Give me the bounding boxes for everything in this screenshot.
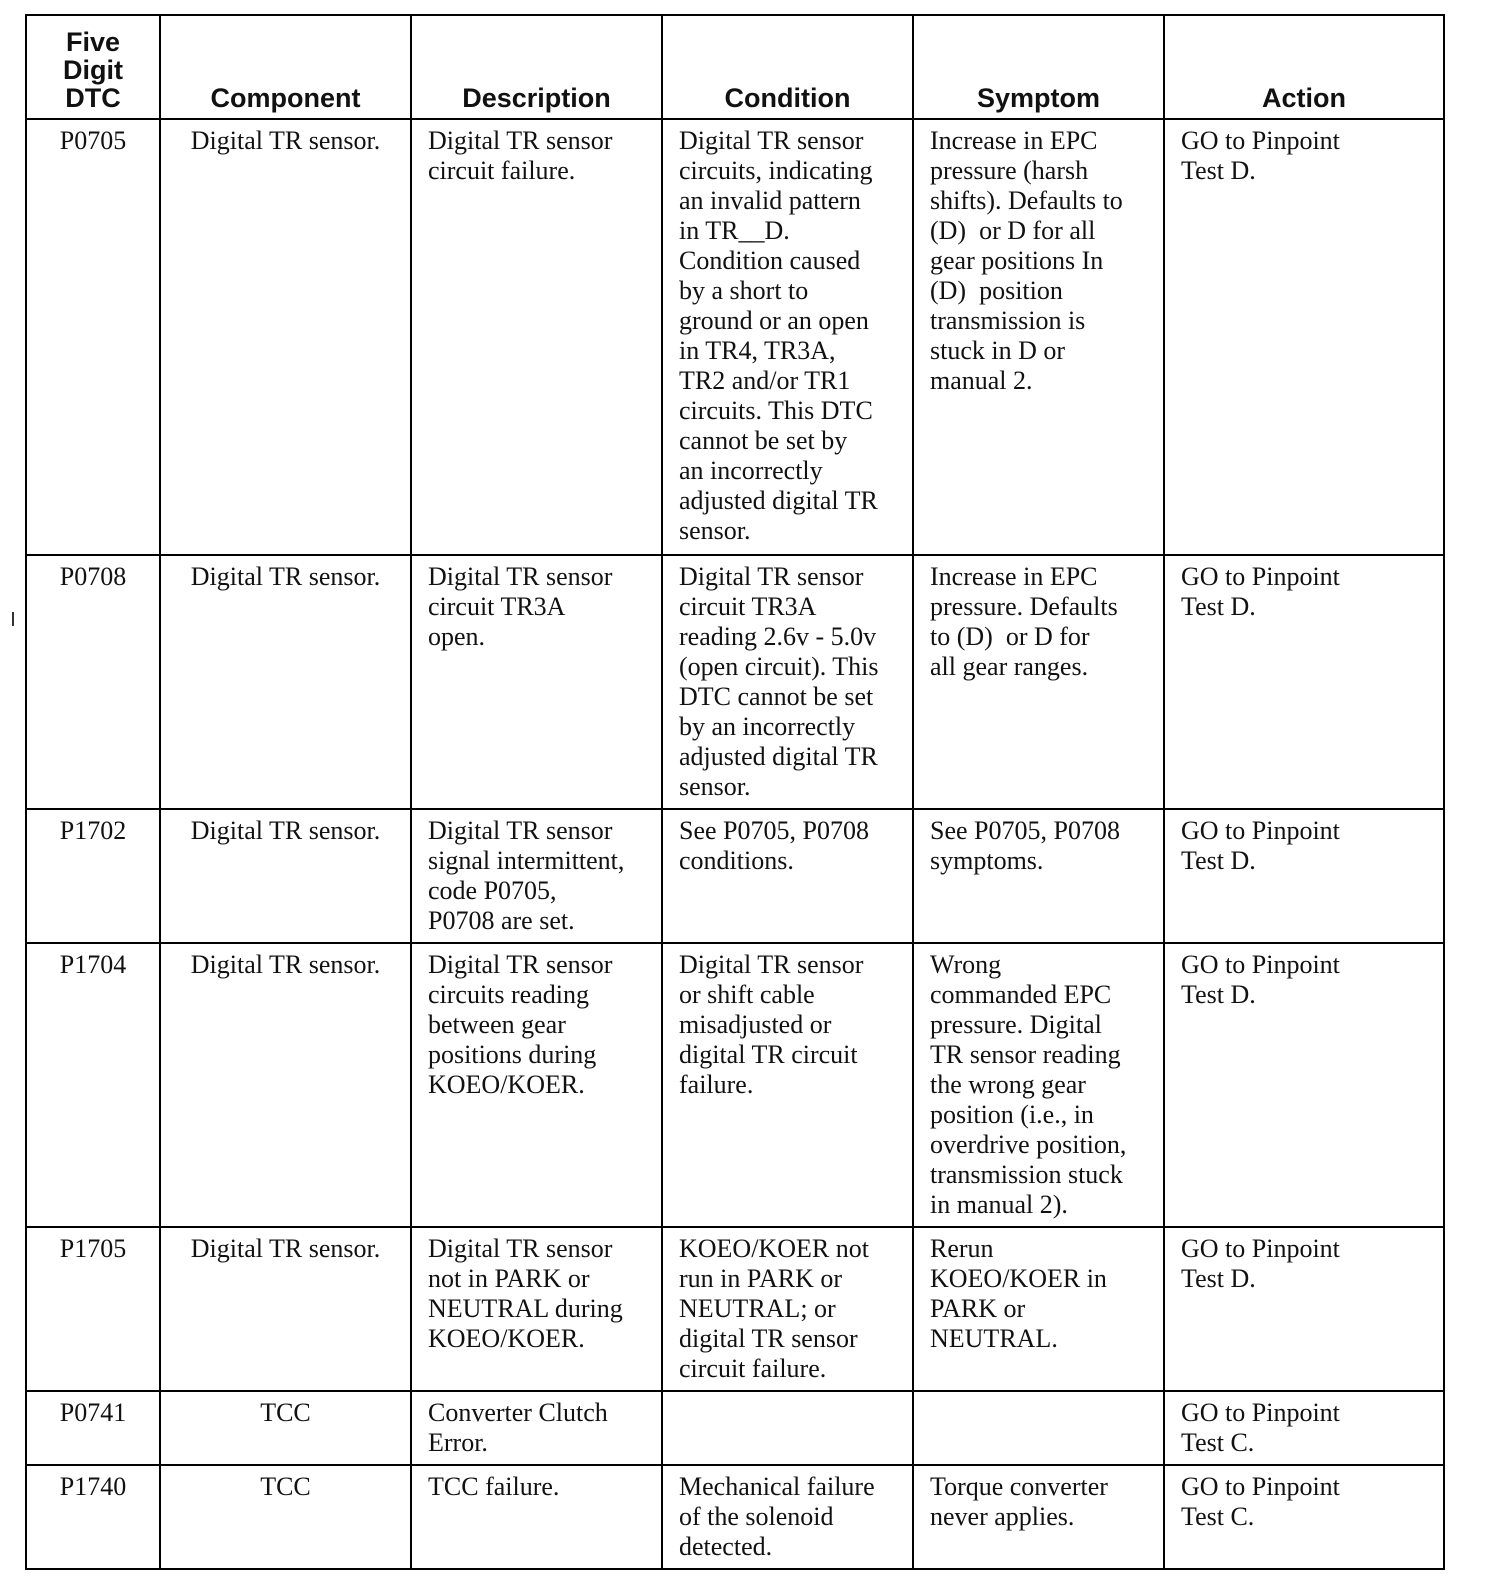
table-row (26, 809, 1444, 943)
dtc-code-cell: P0741 (26, 1391, 160, 1465)
symptom-cell: Rerun KOEO/KOER in PARK or NEUTRAL. (913, 1227, 1164, 1391)
symptom-cell: Increase in EPC pressure. Defaults to (D) or D for all gear ranges. (913, 555, 1164, 809)
dtc-code-cell: P1740 (26, 1465, 160, 1569)
action-cell: GO to Pinpoint Test D. (1164, 809, 1444, 943)
component-cell: TCC (160, 1465, 411, 1569)
table-row (26, 1227, 1444, 1391)
component-cell: Digital TR sensor. (160, 943, 411, 1227)
condition-cell: Digital TR sensor or shift cable misadjusted or digital TR circuit failure. (662, 943, 913, 1227)
condition-cell: Digital TR sensor circuit TR3A reading 2.6v - 5.0v (open circuit). This DTC cannot be set by an incorrectly adjusted digital TR sensor. (662, 555, 913, 809)
symptom-cell (913, 1391, 1164, 1465)
symptom-cell: See P0705, P0708 symptoms. (913, 809, 1164, 943)
description-cell: Digital TR sensor circuit failure. (411, 119, 662, 555)
action-cell: GO to Pinpoint Test C. (1164, 1391, 1444, 1465)
component-cell: Digital TR sensor. (160, 555, 411, 809)
action-cell: GO to Pinpoint Test C. (1164, 1465, 1444, 1569)
symptom-cell: Torque converter never applies. (913, 1465, 1164, 1569)
symptom-cell: Increase in EPC pressure (harsh shifts). Defaults to (D) or D for all gear positions In (D) position transmission is stuck in D or manual 2. (913, 119, 1164, 555)
table-header-row (26, 15, 1444, 119)
component-cell: TCC (160, 1391, 411, 1465)
description-cell: Digital TR sensor signal intermittent, code P0705, P0708 are set. (411, 809, 662, 943)
dtc-code-cell: P1702 (26, 809, 160, 943)
condition-cell: Mechanical failure of the solenoid detected. (662, 1465, 913, 1569)
table-row (26, 119, 1444, 555)
description-cell: Digital TR sensor circuit TR3A open. (411, 555, 662, 809)
component-cell: Digital TR sensor. (160, 119, 411, 555)
table-row (26, 555, 1444, 809)
header-symptom: Symptom (913, 15, 1164, 119)
condition-cell (662, 1391, 913, 1465)
dtc-code-cell: P1705 (26, 1227, 160, 1391)
description-cell: Digital TR sensor circuits reading between gear positions during KOEO/KOER. (411, 943, 662, 1227)
condition-cell: See P0705, P0708 conditions. (662, 809, 913, 943)
dtc-code-cell: P0708 (26, 555, 160, 809)
table-row (26, 943, 1444, 1227)
header-condition: Condition (662, 15, 913, 119)
component-cell: Digital TR sensor. (160, 809, 411, 943)
description-cell: Digital TR sensor not in PARK or NEUTRAL during KOEO/KOER. (411, 1227, 662, 1391)
condition-cell: KOEO/KOER not run in PARK or NEUTRAL; or digital TR sensor circuit failure. (662, 1227, 913, 1391)
header-action: Action (1164, 15, 1444, 119)
description-cell: TCC failure. (411, 1465, 662, 1569)
description-cell: Converter Clutch Error. (411, 1391, 662, 1465)
scan-mark (12, 612, 14, 626)
table-row (26, 1391, 1444, 1465)
header-component: Component (160, 15, 411, 119)
symptom-cell: Wrong commanded EPC pressure. Digital TR sensor reading the wrong gear position (i.e., in overdrive position, transmission stuck in manual 2). (913, 943, 1164, 1227)
condition-cell: Digital TR sensor circuits, indicating an invalid pattern in TR__D. Condition caused by a short to ground or an open in TR4, TR3A, TR2 and/or TR1 circuits. This DTC cannot be set by an incorrectly adjusted digital TR sensor. (662, 119, 913, 555)
dtc-code-cell: P1704 (26, 943, 160, 1227)
table-row (26, 1465, 1444, 1569)
action-cell: GO to Pinpoint Test D. (1164, 1227, 1444, 1391)
dtc-table (25, 14, 1445, 1570)
component-cell: Digital TR sensor. (160, 1227, 411, 1391)
action-cell: GO to Pinpoint Test D. (1164, 943, 1444, 1227)
dtc-code-cell: P0705 (26, 119, 160, 555)
header-five-digit-dtc: Five Digit DTC (26, 15, 160, 119)
action-cell: GO to Pinpoint Test D. (1164, 555, 1444, 809)
header-description: Description (411, 15, 662, 119)
action-cell: GO to Pinpoint Test D. (1164, 119, 1444, 555)
